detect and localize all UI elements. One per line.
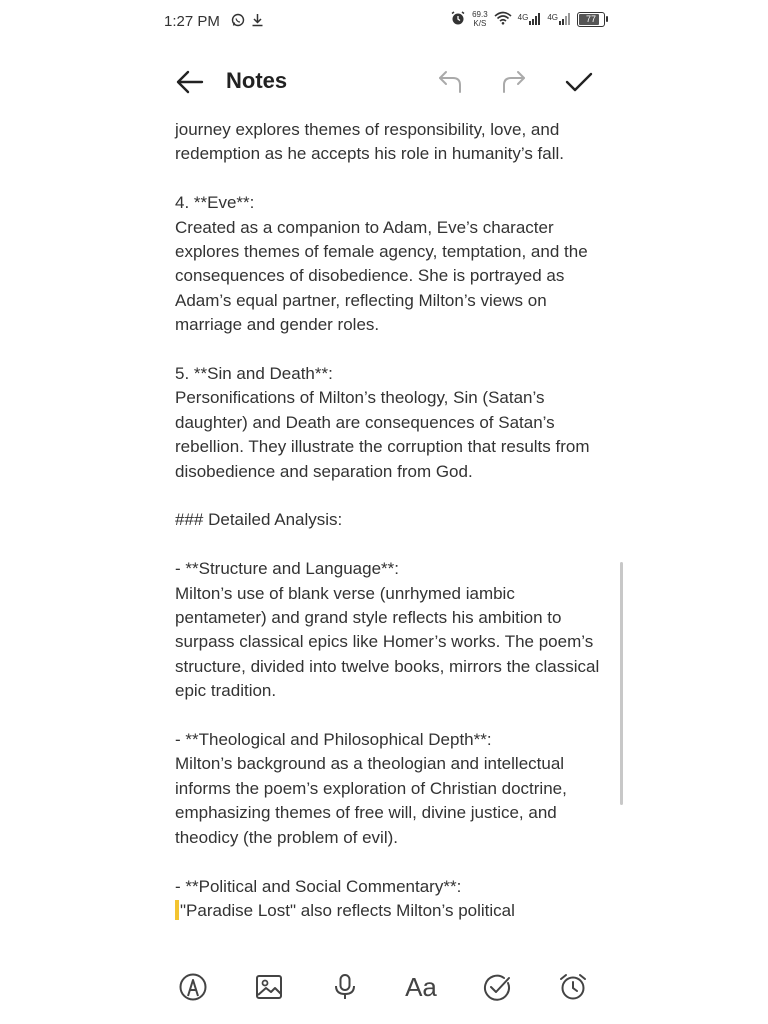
text-format-icon: Aa bbox=[405, 971, 437, 1002]
insert-image-button[interactable] bbox=[252, 970, 286, 1004]
signal-2-icon: 4G bbox=[547, 13, 571, 25]
network-speed: 69.3 K/S bbox=[472, 10, 488, 28]
alarm-icon bbox=[558, 972, 588, 1002]
undo-icon bbox=[435, 66, 467, 98]
status-time: 1:27 PM bbox=[164, 13, 220, 30]
image-icon bbox=[254, 972, 284, 1002]
signal-1-icon: 4G bbox=[518, 13, 542, 25]
redo-button[interactable] bbox=[497, 66, 529, 98]
back-arrow-icon bbox=[175, 68, 205, 96]
redo-icon bbox=[497, 66, 529, 98]
undo-button[interactable] bbox=[435, 66, 467, 98]
notes-screen bbox=[145, 0, 623, 1024]
note-paragraph[interactable]: - **Structure and Language**: Milton’s use of blank verse (unrhymed iambic pentameter) and grand style reflects his ambition to surpass classical epics like Homer’s works. The poem’s structure, divided into twelve books, mirrors the classical epic tradition. bbox=[175, 559, 600, 701]
text-cursor bbox=[175, 900, 179, 920]
note-paragraph[interactable]: 4. **Eve**: Created as a companion to Adam, Eve’s character explores themes of female agency, temptation, and the consequences of disobedience. She is portrayed as Adam’s equal partner, reflecting Milton’s views on marriage and gender roles. bbox=[175, 193, 588, 335]
note-paragraph[interactable]: - **Theological and Philosophical Depth**: Milton’s background as a theologian and intellectual informs the poem’s exploration of Christian doctrine, emphasizing themes of free will, divine justice, and theodicy (the problem of evil). bbox=[175, 730, 567, 847]
back-button[interactable] bbox=[175, 68, 205, 96]
save-button[interactable] bbox=[563, 66, 595, 98]
wifi-icon bbox=[494, 11, 512, 27]
note-paragraph[interactable]: 5. **Sin and Death**: Personifications of Milton’s theology, Sin (Satan’s daughter) and Death are consequences of Satan’s rebellion. They illustrate the corruption that results from disobedience and separation from God. bbox=[175, 364, 590, 481]
note-paragraph[interactable]: - **Political and Social Commentary**: bbox=[175, 876, 462, 896]
pen-icon bbox=[178, 972, 208, 1002]
app-header bbox=[145, 56, 623, 108]
battery-icon: 77 bbox=[577, 12, 605, 27]
checklist-button[interactable] bbox=[480, 970, 514, 1004]
checkmark-icon bbox=[563, 66, 595, 98]
alarm-status-icon bbox=[450, 10, 466, 28]
scrollbar[interactable] bbox=[620, 562, 623, 805]
note-paragraph[interactable]: journey explores themes of responsibility, love, and redemption as he accepts his role in humanity’s fall. bbox=[175, 120, 564, 164]
voice-input-button[interactable] bbox=[328, 970, 362, 1004]
note-current-line[interactable]: "Paradise Lost" also reflects Milton’s political bbox=[175, 899, 605, 923]
page-title: Notes bbox=[226, 68, 288, 93]
text-format-button[interactable] bbox=[404, 970, 438, 1004]
reminder-button[interactable] bbox=[556, 970, 590, 1004]
note-paragraph[interactable]: ### Detailed Analysis: bbox=[175, 510, 343, 530]
whatsapp-icon bbox=[231, 13, 245, 32]
download-icon bbox=[251, 13, 264, 32]
handwriting-button[interactable] bbox=[176, 970, 210, 1004]
note-editor[interactable] bbox=[175, 118, 605, 923]
microphone-icon bbox=[330, 972, 360, 1002]
status-bar bbox=[145, 0, 623, 44]
bottom-toolbar bbox=[145, 960, 623, 1016]
checklist-icon bbox=[482, 972, 512, 1002]
